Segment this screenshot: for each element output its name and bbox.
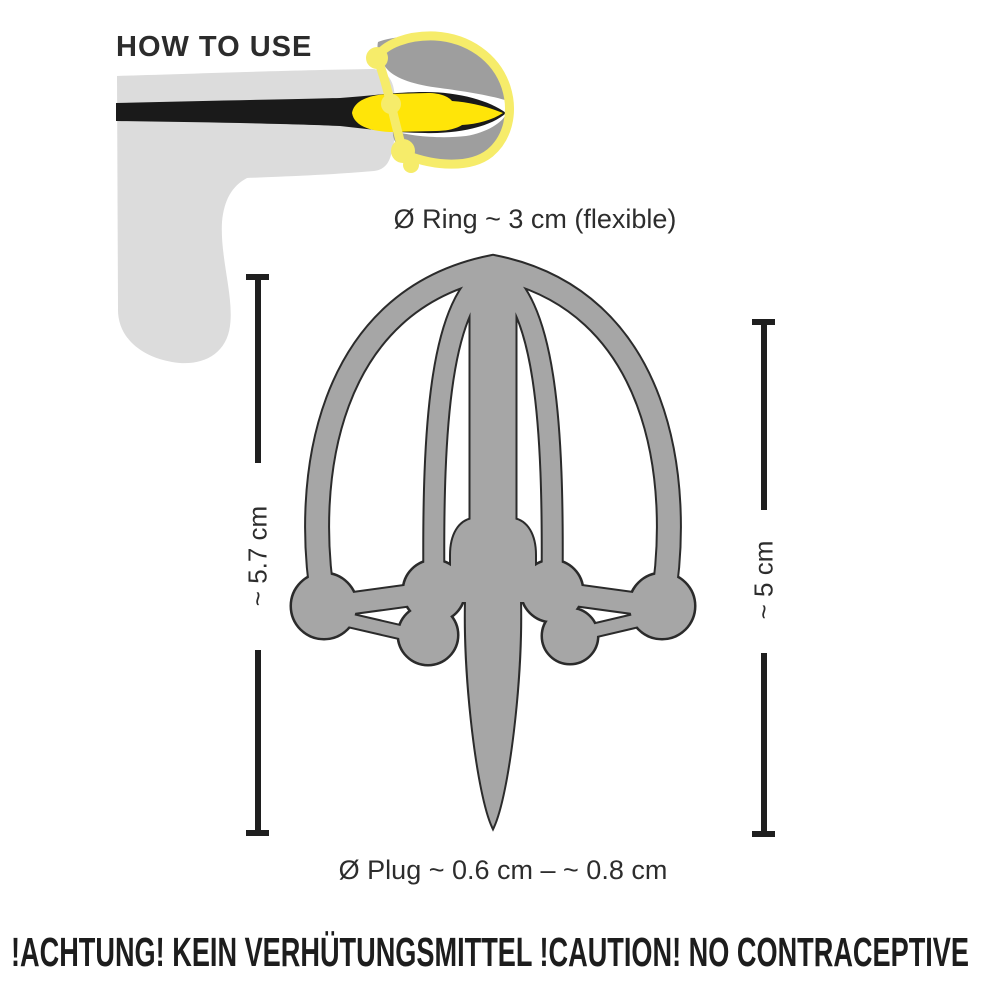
page-title: HOW TO USE — [116, 31, 313, 63]
insertable-height-dimension-label: ~ 5 cm — [748, 540, 779, 620]
total-height-dimension-label: ~ 5.7 cm — [242, 505, 273, 607]
product-drawing-icon — [290, 267, 696, 827]
product-fill-pass — [292, 267, 694, 827]
contraceptive-warning-text: !ACHTUNG! KEIN VERHÜTUNGSMITTEL !CAUTION! NO CONTRACEPTIVE — [11, 929, 969, 975]
plug-diameter-label: Ø Plug ~ 0.6 cm – ~ 0.8 cm — [338, 855, 668, 885]
ring-diameter-label: Ø Ring ~ 3 cm (flexible) — [393, 204, 677, 234]
